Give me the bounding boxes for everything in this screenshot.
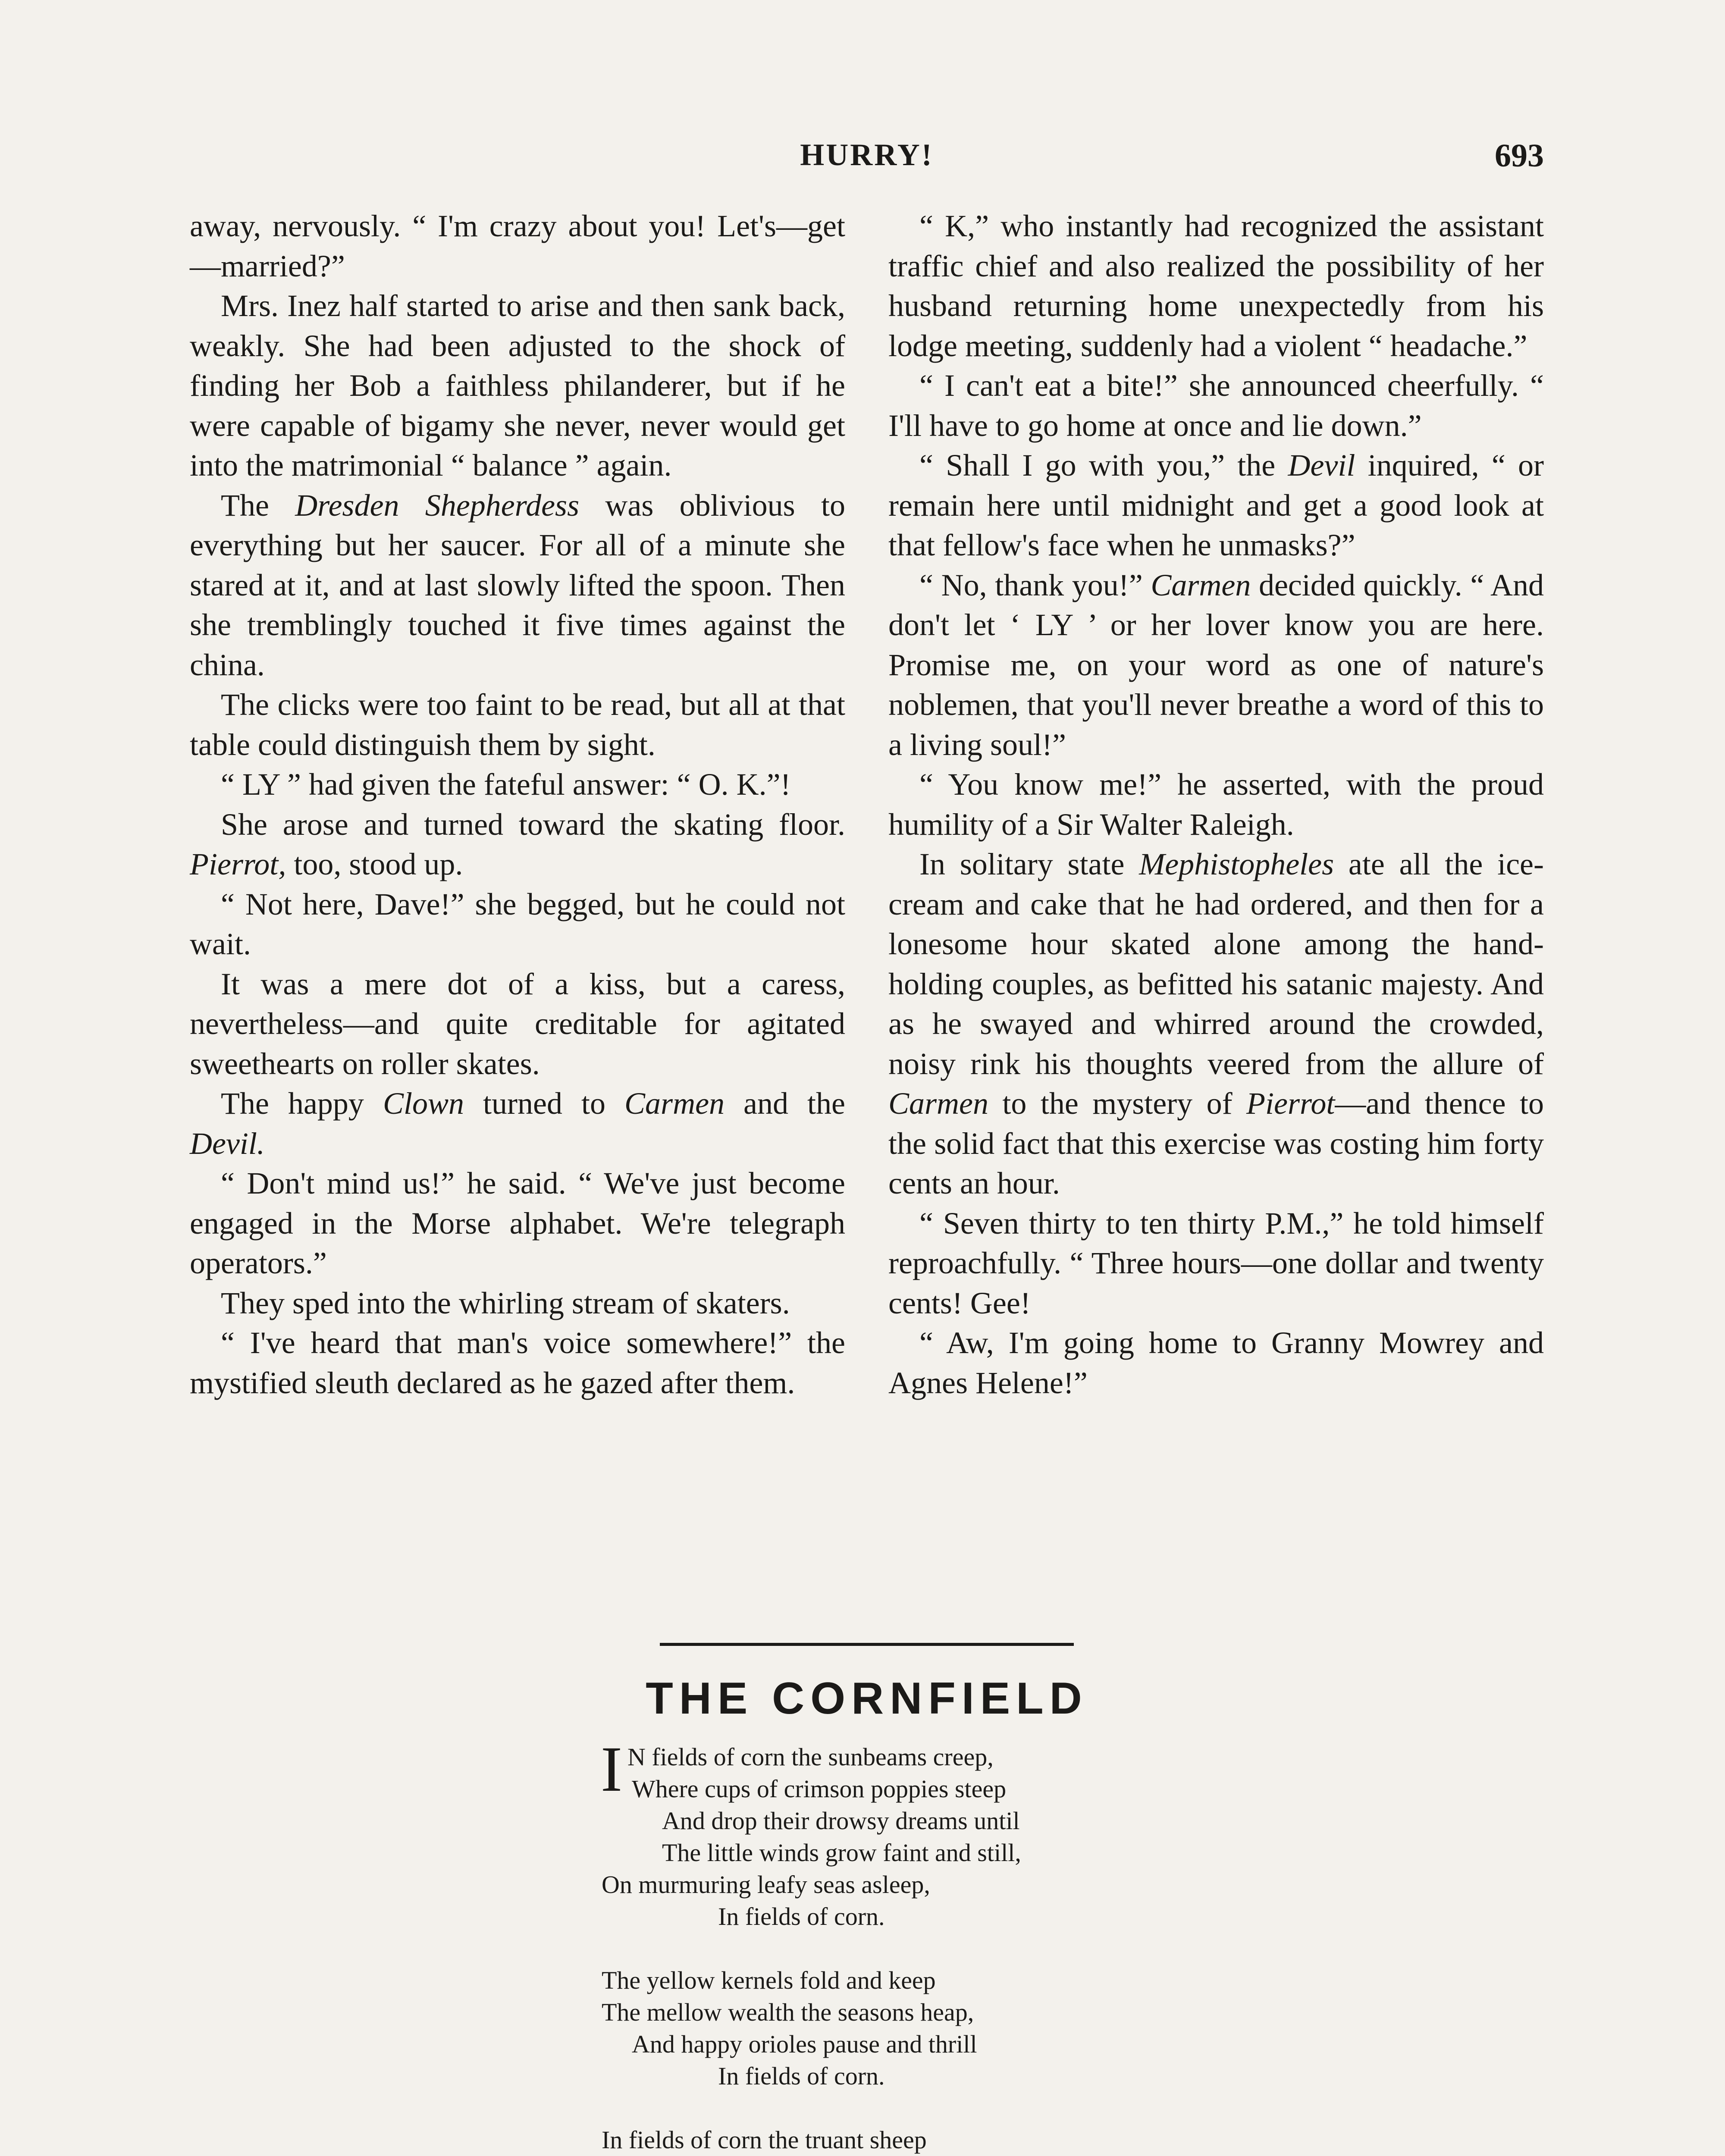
story-paragraph [190, 1084, 845, 1163]
running-title: HURRY! [800, 138, 934, 172]
page-number: 693 [1495, 138, 1544, 174]
italic-name: Pierrot, [190, 847, 286, 881]
poem-line-text: And happy orioles pause and thrill [632, 2030, 977, 2058]
story-paragraph [190, 805, 845, 884]
poem-line-text: N fields of corn the sunbeams creep, [627, 1743, 994, 1771]
text-run: It was a mere dot of a kiss, but a caress, nevertheless—and quite creditable for agitated sweethearts on roller skates. [190, 966, 845, 1081]
text-run: “ No, thank you!” [919, 567, 1151, 602]
story-paragraph [888, 445, 1544, 565]
text-run: The [221, 488, 295, 523]
story-paragraph [888, 1323, 1544, 1403]
story-paragraph [888, 366, 1544, 445]
text-run: “ Not here, Dave!” she begged, but he could not wait. [190, 887, 845, 961]
poem-line-text: In fields of corn the truant sheep [602, 2126, 927, 2154]
italic-name: Devil. [190, 1126, 265, 1161]
story-paragraph [190, 1163, 845, 1283]
poem-line [602, 1901, 1205, 1933]
poem-line-text: On murmuring leafy seas asleep, [602, 1871, 930, 1899]
italic-name: Carmen [888, 1086, 988, 1121]
text-run: and the [724, 1086, 845, 1121]
text-run: ate all the ice-cream and cake that he had ordered, and then for a lonesome hour skated alone among the hand-holding couples, as befitted his satanic majesty. And as he swayed and whirred around the crowded, noisy rink his thoughts veered from the allure of [888, 847, 1544, 1081]
text-run: decided quickly. “ And don't let ‘ LY ’ or her lover know you are here. Promise me, on your word as one of nature's noblemen, that you'll never breathe a word of this to a living soul!” [888, 567, 1544, 762]
italic-name: Carmen [624, 1086, 725, 1121]
italic-name: Carmen [1151, 567, 1251, 602]
story-paragraph [190, 206, 845, 286]
story-paragraph [190, 964, 845, 1084]
text-run: “ I can't eat a bite!” she announced cheerfully. “ I'll have to go home at once and lie down.” [888, 368, 1544, 443]
poem-line-text: In fields of corn. [718, 1902, 885, 1930]
text-run: She arose and turned toward the skating floor. [221, 807, 845, 842]
poem-line-text: And drop their drowsy dreams until [662, 1807, 1020, 1835]
text-run: “ Don't mind us!” he said. “ We've just become engaged in the Morse alphabet. We're telegraph operators.” [190, 1166, 845, 1280]
text-run: “ Seven thirty to ten thirty P.M.,” he told himself reproachfully. “ Three hours—one dollar and twenty cents! Gee! [888, 1206, 1544, 1320]
poem-title: THE CORNFIELD [646, 1673, 1088, 1724]
poem-line-text: The yellow kernels fold and keep [602, 1966, 936, 1994]
text-run: to the mystery of [988, 1086, 1247, 1121]
text-run: “ Shall I go with you,” the [919, 448, 1288, 483]
poem-stanza [601, 1733, 1205, 1933]
text-run: They sped into the whirling stream of skaters. [221, 1285, 790, 1320]
right-column [888, 206, 1544, 1403]
poem-body [601, 1733, 1205, 2156]
italic-name: Devil [1288, 448, 1355, 483]
text-run: inquired, “ or remain here until midnight and get a good look at that fellow's face when he unmasks?” [888, 448, 1544, 562]
text-run: “ K,” who instantly had recognized the assistant traffic chief and also realized the possibility of her husband returning home unexpectedly from his lodge meeting, suddenly had a violent “ headache.” [888, 209, 1544, 363]
poem-line-text: The little winds grow faint and still, [662, 1839, 1021, 1867]
story-paragraph [888, 1203, 1544, 1323]
text-run: was oblivious to everything but her saucer. For all of a minute she stared at it, and at last slowly lifted the spoon. Then she tremblingly touched it five times against the china. [190, 488, 846, 682]
text-run: away, nervously. “ I'm crazy about you! Let's—get—married?” [190, 209, 845, 283]
text-run: The clicks were too faint to be read, but all at that table could distinguish them by sight. [190, 687, 845, 762]
poem-line [602, 1996, 1205, 2028]
text-run: In solitary state [919, 847, 1139, 881]
poem-line-text: In fields of corn. [718, 2062, 885, 2090]
story-paragraph [190, 765, 845, 805]
section-divider-rule [660, 1643, 1074, 1646]
text-run: The happy [221, 1086, 383, 1121]
running-head [190, 137, 1544, 185]
poem-line-text: The mellow wealth the seasons heap, [602, 1998, 974, 2026]
story-paragraph [190, 685, 845, 765]
text-run: “ You know me!” he asserted, with the proud humility of a Sir Walter Raleigh. [888, 767, 1544, 842]
poem-line [602, 1869, 1205, 1901]
poem-line [602, 1837, 1205, 1869]
poem-line [602, 2124, 1205, 2156]
italic-name: Mephistopheles [1139, 847, 1334, 881]
text-run: turned to [464, 1086, 625, 1121]
story-columns [190, 206, 1544, 1616]
poem-line [602, 1965, 1205, 1996]
text-run: —and thence to the solid fact that this exercise was costing him forty cents an hour. [888, 1086, 1544, 1200]
text-run: Mrs. Inez half started to arise and then sank back, weakly. She had been adjusted to the shock of finding her Bob a faithless philanderer, but if he were capable of bigamy she never, never would get into the matrimonial “ balance ” again. [190, 288, 845, 483]
story-paragraph [888, 844, 1544, 1203]
poem-stanza [602, 1965, 1205, 2092]
story-paragraph [888, 565, 1544, 765]
italic-name: Dresden Shepherdess [295, 488, 580, 523]
poem-line [602, 2060, 1205, 2092]
poem-line [602, 2028, 1205, 2060]
story-paragraph [190, 1283, 845, 1323]
story-paragraph [190, 1323, 845, 1403]
text-run: “ LY ” had given the fateful answer: “ O. K.”! [221, 767, 791, 802]
text-run: too, stood up. [286, 847, 463, 881]
poem-line [602, 1773, 1205, 1805]
story-paragraph [888, 765, 1544, 844]
italic-name: Pierrot [1246, 1086, 1335, 1121]
story-paragraph [190, 486, 845, 685]
story-paragraph [888, 206, 1544, 366]
text-run: “ I've heard that man's voice somewhere!” the mystified sleuth declared as he gazed after them. [190, 1326, 845, 1400]
left-column [190, 206, 845, 1403]
text-run: “ Aw, I'm going home to Granny Mowrey and Agnes Helene!” [888, 1326, 1544, 1400]
story-paragraph [190, 286, 845, 486]
poem-line [602, 1805, 1205, 1837]
poem-stanza [602, 2124, 1205, 2156]
poem-line-text: Where cups of crimson poppies steep [632, 1775, 1007, 1803]
story-paragraph [190, 884, 845, 964]
italic-name: Clown [383, 1086, 464, 1121]
drop-cap: I [601, 1733, 622, 1805]
